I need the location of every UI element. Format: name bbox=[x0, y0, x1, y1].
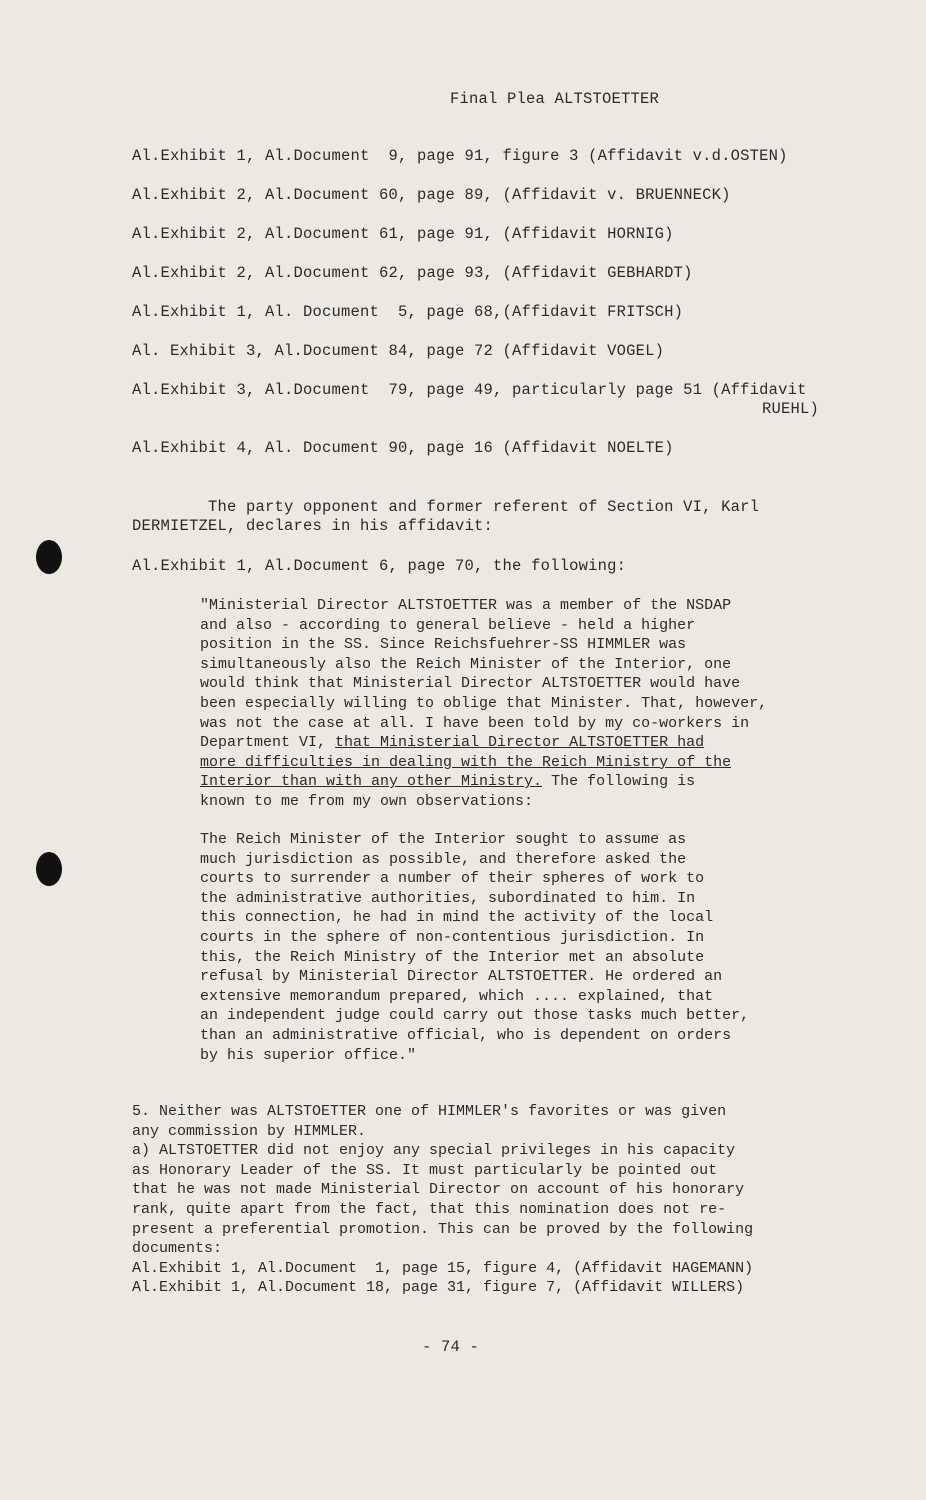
quote-line: much jurisdiction as possible, and therefore asked the bbox=[200, 850, 687, 868]
quote-line: position in the SS. Since Reichsfuehrer-SS HIMMLER was bbox=[200, 636, 687, 654]
underlined-text: that Ministerial Director ALTSTOETTER had bbox=[335, 734, 705, 752]
quote-text: Department VI, bbox=[200, 734, 336, 752]
intro-paragraph-line: DERMIETZEL, declares in his affidavit: bbox=[132, 517, 494, 535]
quote-line: The Reich Minister of the Interior sought to assume as bbox=[200, 831, 687, 848]
affidavit-quote-paragraph-2 bbox=[200, 830, 749, 1065]
quote-text: The following is bbox=[542, 773, 696, 791]
exhibit-line: Al.Exhibit 2, Al.Document 62, page 93, (Affidavit GEBHARDT) bbox=[132, 264, 693, 282]
quote-line: by his superior office." bbox=[200, 1046, 417, 1064]
quote-line bbox=[200, 772, 767, 792]
paragraph-line: documents: bbox=[132, 1240, 223, 1258]
exhibit-line: Al.Exhibit 3, Al.Document 79, page 49, particularly page 51 (Affidavit bbox=[132, 381, 807, 399]
quote-line: was not the case at all. I have been told by my co-workers in bbox=[200, 714, 750, 732]
exhibit-line: Al.Exhibit 1, Al. Document 5, page 68,(Affidavit FRITSCH) bbox=[132, 303, 684, 321]
quote-line: an independent judge could carry out those tasks much better, bbox=[200, 1007, 750, 1025]
paragraph-line: that he was not made Ministerial Director on account of his honorary bbox=[132, 1181, 745, 1199]
quote-line: refusal by Ministerial Director ALTSTOETTER. He ordered an bbox=[200, 968, 723, 986]
exhibit-line: Al. Exhibit 3, Al.Document 84, page 72 (Affidavit VOGEL) bbox=[132, 342, 665, 360]
paragraph-line: rank, quite apart from the fact, that this nomination does not re- bbox=[132, 1200, 727, 1218]
quote-line: the administrative authorities, subordinated to him. In bbox=[200, 889, 696, 907]
paragraph-line: present a preferential promotion. This can be proved by the following bbox=[132, 1220, 754, 1238]
affidavit-quote-paragraph-1 bbox=[200, 596, 767, 812]
paragraph-line: 5. Neither was ALTSTOETTER one of HIMMLER's favorites or was given bbox=[132, 1103, 727, 1120]
paragraph-line: as Honorary Leader of the SS. It must particularly be pointed out bbox=[132, 1161, 718, 1179]
paragraph-line: a) ALTSTOETTER did not enjoy any special privileges in his capacity bbox=[132, 1142, 736, 1160]
intro-paragraph-line: The party opponent and former referent of Section VI, Karl bbox=[132, 498, 760, 516]
quote-line: known to me from my own observations: bbox=[200, 792, 534, 810]
underlined-quote-line: more difficulties in dealing with the Reich Ministry of the bbox=[200, 753, 732, 771]
section-5-paragraph bbox=[132, 1102, 753, 1298]
quote-line: simultaneously also the Reich Minister of the Interior, one bbox=[200, 655, 732, 673]
exhibit-line: Al.Exhibit 2, Al.Document 61, page 91, (Affidavit HORNIG) bbox=[132, 225, 674, 243]
intro-exhibit-reference: Al.Exhibit 1, Al.Document 6, page 70, the following: bbox=[132, 557, 627, 575]
quote-line: this, the Reich Ministry of the Interior met an absolute bbox=[200, 948, 705, 966]
quote-line: and also - according to general believe - held a higher bbox=[200, 616, 696, 634]
quote-line: courts to surrender a number of their spheres of work to bbox=[200, 870, 705, 888]
quote-line: been especially willing to oblige that Minister. That, however, bbox=[200, 694, 768, 712]
exhibit-line: Al.Exhibit 1, Al.Document 1, page 15, figure 4, (Affidavit HAGEMANN) bbox=[132, 1259, 754, 1277]
exhibit-line-continuation: RUEHL) bbox=[762, 400, 820, 418]
punch-hole bbox=[36, 540, 62, 574]
page-number: - 74 - bbox=[422, 1338, 480, 1356]
exhibit-line: Al.Exhibit 1, Al.Document 18, page 31, figure 7, (Affidavit WILLERS) bbox=[132, 1279, 745, 1297]
exhibit-line: Al.Exhibit 1, Al.Document 9, page 91, figure 3 (Affidavit v.d.OSTEN) bbox=[132, 147, 788, 165]
quote-line: would think that Ministerial Director ALTSTOETTER would have bbox=[200, 675, 741, 693]
quote-line bbox=[200, 733, 767, 753]
punch-hole bbox=[36, 852, 62, 886]
quote-line: than an administrative official, who is dependent on orders bbox=[200, 1026, 732, 1044]
quote-line: this connection, he had in mind the activity of the local bbox=[200, 909, 714, 927]
underlined-text: Interior than with any other Ministry. bbox=[200, 773, 543, 791]
quote-line: extensive memorandum prepared, which .... explained, that bbox=[200, 987, 714, 1005]
quote-line: "Ministerial Director ALTSTOETTER was a member of the NSDAP bbox=[200, 597, 732, 614]
paragraph-line: any commission by HIMMLER. bbox=[132, 1122, 367, 1140]
exhibit-line: Al.Exhibit 4, Al. Document 90, page 16 (Affidavit NOELTE) bbox=[132, 439, 674, 457]
exhibit-line: Al.Exhibit 2, Al.Document 60, page 89, (Affidavit v. BRUENNECK) bbox=[132, 186, 731, 204]
page-title: Final Plea ALTSTOETTER bbox=[450, 90, 660, 108]
quote-line: courts in the sphere of non-contentious jurisdiction. In bbox=[200, 928, 705, 946]
